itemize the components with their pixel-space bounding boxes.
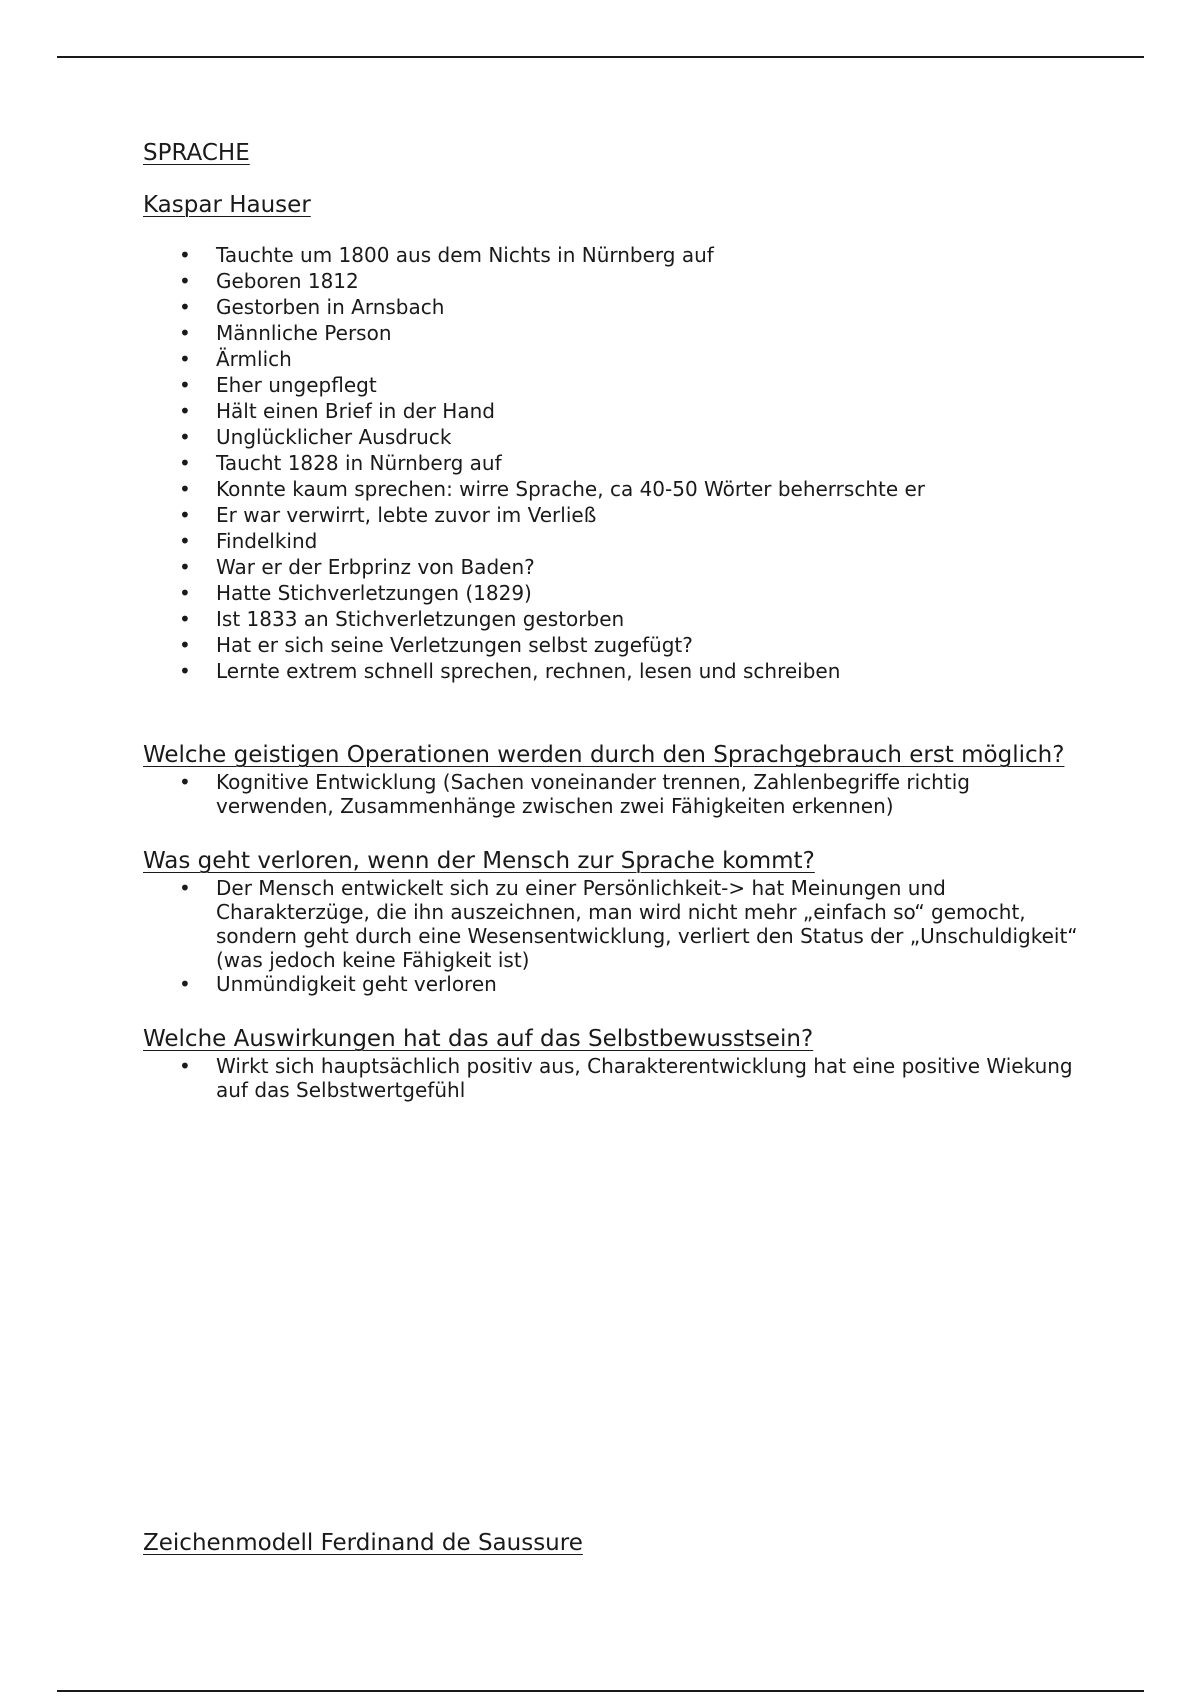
- question-heading-self-esteem: Welche Auswirkungen hat das auf das Selbstbewusstsein?: [143, 1026, 814, 1052]
- list-item: • Eher ungepflegt: [143, 372, 1093, 398]
- section-heading-saussure: Zeichenmodell Ferdinand de Saussure: [143, 1530, 583, 1556]
- list-item: • Hat er sich seine Verletzungen selbst zugefügt?: [143, 632, 1093, 658]
- list-item: • Taucht 1828 in Nürnberg auf: [143, 450, 1093, 476]
- list-item: • War er der Erbprinz von Baden?: [143, 554, 1093, 580]
- list-item: • Gestorben in Arnsbach: [143, 294, 1093, 320]
- list-item: • Hält einen Brief in der Hand: [143, 398, 1093, 424]
- question1-list: [143, 770, 1093, 818]
- page-title: SPRACHE: [143, 140, 250, 166]
- question3-list: [143, 1054, 1093, 1102]
- list-item: • Hatte Stichverletzungen (1829): [143, 580, 1093, 606]
- list-item: • Geboren 1812: [143, 268, 1093, 294]
- list-item: • Männliche Person: [143, 320, 1093, 346]
- bottom-rule: [57, 1690, 1144, 1692]
- list-item: • Unglücklicher Ausdruck: [143, 424, 1093, 450]
- list-item: • Der Mensch entwickelt sich zu einer Persönlichkeit-> hat Meinungen und Charakterzüge, die ihn auszeichnen, man wird nicht mehr „einfach so“ gemocht, sondern geht durch eine Wesensentwicklung, verliert den Status der „Unschuldigkeit“ (was jedoch keine Fähigkeit ist): [143, 876, 1093, 972]
- list-item: • Kognitive Entwicklung (Sachen voneinander trennen, Zahlenbegriffe richtig verwenden, Zusammenhänge zwischen zwei Fähigkeiten erkennen): [143, 770, 1093, 818]
- list-item: • Ist 1833 an Stichverletzungen gestorben: [143, 606, 1093, 632]
- list-item: • Tauchte um 1800 aus dem Nichts in Nürnberg auf: [143, 242, 1093, 268]
- question-heading-operations: Welche geistigen Operationen werden durch den Sprachgebrauch erst möglich?: [143, 742, 1065, 768]
- list-item: • Wirkt sich hauptsächlich positiv aus, Charakterentwicklung hat eine positive Wiekung auf das Selbstwertgefühl: [143, 1054, 1093, 1102]
- list-item: • Findelkind: [143, 528, 1093, 554]
- list-item: • Konnte kaum sprechen: wirre Sprache, ca 40-50 Wörter beherrschte er: [143, 476, 1093, 502]
- list-item: • Unmündigkeit geht verloren: [143, 972, 1093, 996]
- list-item: • Ärmlich: [143, 346, 1093, 372]
- document-body: [143, 138, 1093, 1102]
- kaspar-hauser-list: [143, 242, 1093, 684]
- list-item: • Lernte extrem schnell sprechen, rechnen, lesen und schreiben: [143, 658, 1093, 684]
- list-item: • Er war verwirrt, lebte zuvor im Verließ: [143, 502, 1093, 528]
- question2-list: [143, 876, 1093, 996]
- section-heading-kaspar-hauser: Kaspar Hauser: [143, 192, 311, 218]
- question-heading-loss: Was geht verloren, wenn der Mensch zur Sprache kommt?: [143, 848, 815, 874]
- top-rule: [57, 56, 1144, 58]
